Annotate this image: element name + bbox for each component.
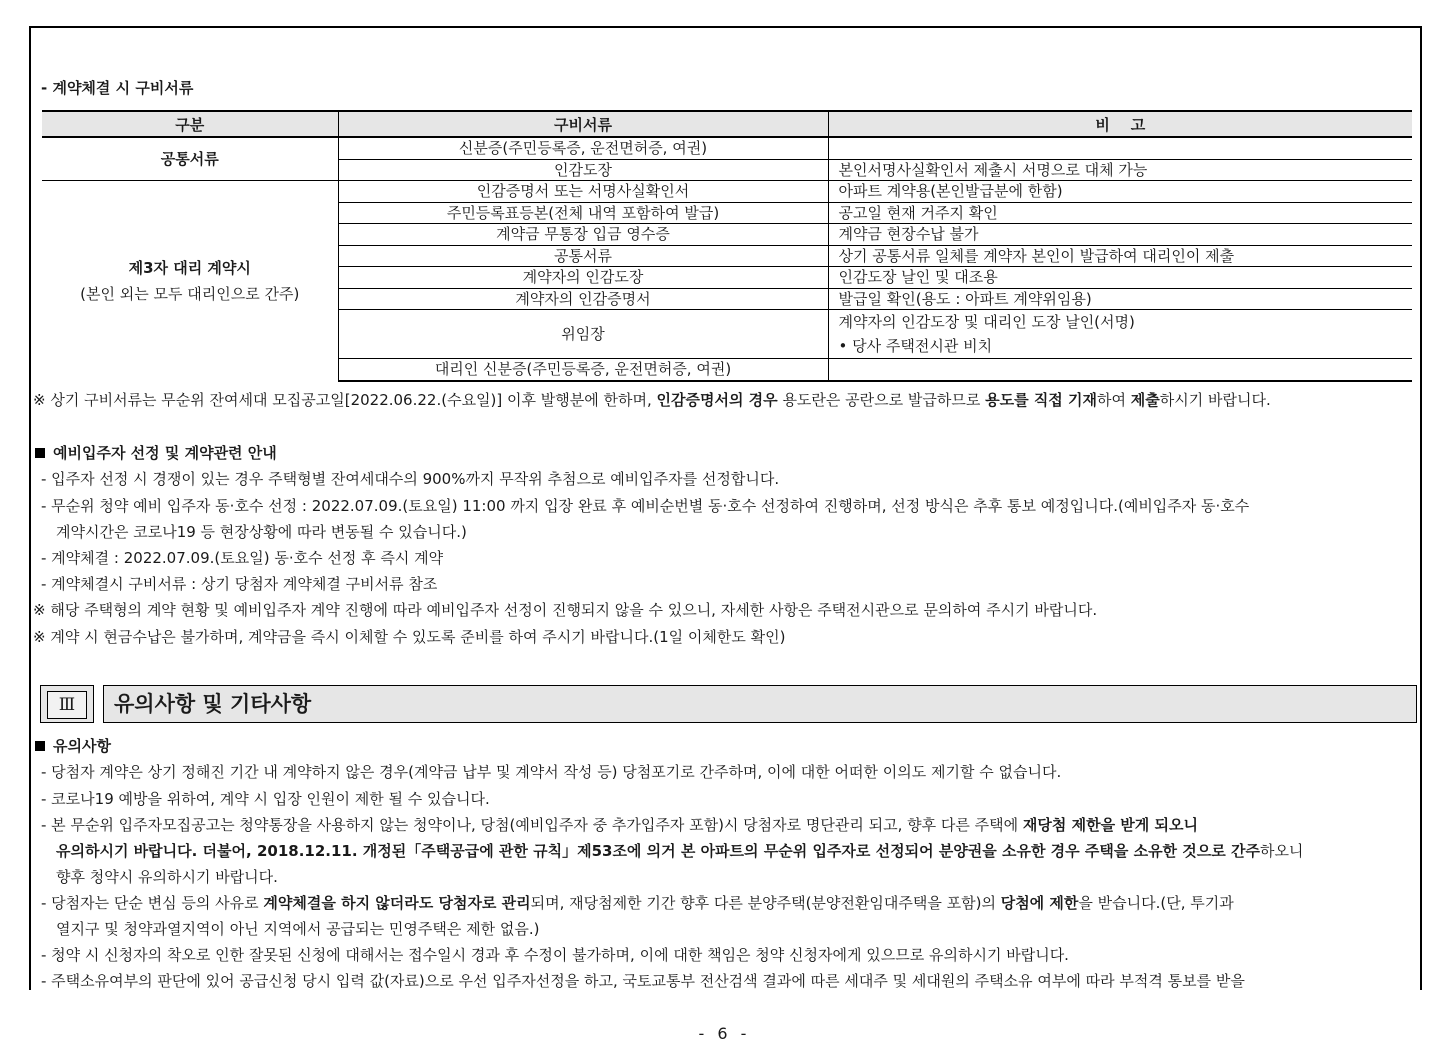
section-number: Ⅲ	[47, 691, 87, 719]
doc-cell: 공통서류	[338, 245, 828, 267]
notes-text: 하오니	[1259, 842, 1304, 860]
notes-line	[56, 841, 1303, 861]
group-proxy	[42, 181, 338, 381]
notes-bold: 유의하시기 바랍니다. 더불어, 2018.12.11. 개정된「주택공급에 관한 규칙」제53조에 의거 본 아파트의 무순위 입주자로 선정되어 분양권을 소유한 경우 주택을 소유한 것으로 간주	[56, 842, 1260, 860]
col-header-documents: 구비서류	[338, 111, 828, 137]
square-bullet-icon	[35, 448, 45, 458]
doc-cell: 위임장	[338, 310, 828, 359]
footnote-text: 하여	[1097, 391, 1131, 409]
doc-cell: 계약자의 인감도장	[338, 267, 828, 289]
reserve-line: ※ 해당 주택형의 계약 현황 및 예비입주자 계약 진행에 따라 예비입주자 선정이 진행되지 않을 수 있으니, 자세한 사항은 주택전시관으로 문의하여 주시기 바랍니다.	[33, 601, 1098, 619]
note-cell	[828, 310, 1412, 359]
note-cell: 상기 공통서류 일체를 계약자 본인이 발급하여 대리인이 제출	[828, 245, 1412, 267]
reserve-line: - 계약체결시 구비서류 : 상기 당첨자 계약체결 구비서류 참조	[41, 575, 438, 593]
group-proxy-title: 제3자 대리 계약시	[128, 258, 251, 277]
table-row	[42, 137, 1412, 159]
square-bullet-icon	[35, 741, 45, 751]
notes-bold: 당첨에 제한	[1000, 894, 1079, 912]
doc-cell: 신분증(주민등록증, 운전면허증, 여권)	[338, 137, 828, 159]
notes-text: - 당첨자는 단순 변심 등의 사유로	[41, 894, 264, 912]
doc-cell: 인감도장	[338, 159, 828, 181]
notes-line	[41, 893, 1234, 913]
footnote-text: 하시기 바랍니다.	[1159, 391, 1271, 409]
footnote-text: 용도란은 공란으로 발급하므로	[777, 391, 986, 409]
footnote-bold: 인감증명서의 경우	[656, 391, 778, 409]
col-header-category: 구분	[42, 111, 338, 137]
footnote-bold: 제출	[1130, 391, 1160, 409]
reserve-line: - 입주자 선정 시 경쟁이 있는 경우 주택형별 잔여세대수의 900%까지 무작위 추첨으로 예비입주자를 선정합니다.	[41, 470, 780, 488]
notes-line: - 청약 시 신청자의 착오로 인한 잘못된 신청에 대해서는 접수일시 경과 후 수정이 불가하며, 이에 대한 책임은 청약 신청자에게 있으므로 유의하시기 바랍니다.	[41, 946, 1069, 964]
note-cell: 계약금 현장수납 불가	[828, 224, 1412, 246]
note-cell	[828, 137, 1412, 159]
required-documents-table	[42, 110, 1412, 382]
notes-line: - 당첨자 계약은 상기 정해진 기간 내 계약하지 않은 경우(계약금 납부 및 계약서 작성 등) 당첨포기로 간주하며, 이에 대한 어떠한 이의도 제기할 수 없습니다.	[41, 763, 1062, 781]
table-row	[42, 181, 1412, 203]
note-cell: 공고일 현재 거주지 확인	[828, 202, 1412, 224]
group-proxy-note: (본인 외는 모두 대리인으로 간주)	[80, 284, 300, 303]
note-cell: 인감도장 날인 및 대조용	[828, 267, 1412, 289]
section-title: 유의사항 및 기타사항	[103, 685, 1417, 723]
reserve-heading	[35, 443, 277, 463]
reserve-line: - 계약체결 : 2022.07.09.(토요일) 동·호수 선정 후 즉시 계약	[41, 549, 444, 567]
notes-text: 되며, 재당첨제한 기간 향후 다른 분양주택(분양전환임대주택을 포함)의	[530, 894, 1001, 912]
group-common: 공통서류	[42, 137, 338, 181]
notes-heading-text: 유의사항	[53, 737, 111, 755]
note-line: 계약자의 인감도장 및 대리인 도장 날인(서명)	[838, 313, 1135, 331]
doc-cell: 주민등록표등본(전체 내역 포함하여 발급)	[338, 202, 828, 224]
note-line: • 당사 주택전시관 비치	[838, 337, 993, 355]
notes-text: 을 받습니다.(단, 투기과	[1078, 894, 1234, 912]
notes-line	[41, 815, 1198, 835]
footnote-text: ※ 상기 구비서류는 무순위 잔여세대 모집공고일[2022.06.22.(수요일)] 이후 발행분에 한하며,	[33, 391, 657, 409]
notes-line: - 주택소유여부의 판단에 있어 공급신청 당시 입력 값(자료)으로 우선 입주자선정을 하고, 국토교통부 전산검색 결과에 따른 세대주 및 세대원의 주택소유 여부에 따라 부적격 통보를 받을	[41, 972, 1245, 990]
footnote-bold: 용도를 직접 기재	[985, 391, 1098, 409]
notes-line: 열지구 및 청약과열지역이 아닌 지역에서 공급되는 민영주택은 제한 없음.)	[56, 920, 540, 938]
reserve-line: - 무순위 청약 예비 입주자 동·호수 선정 : 2022.07.09.(토요일) 11:00 까지 입장 완료 후 예비순번별 동·호수 선정하여 진행하며, 선정 방식은 추후 통보 예정입니다.(예비입주자 동·호수	[41, 497, 1250, 515]
doc-cell: 계약자의 인감증명서	[338, 288, 828, 310]
doc-cell: 인감증명서 또는 서명사실확인서	[338, 181, 828, 203]
notes-bold: 재당첨 제한을 받게 되오니	[1022, 816, 1198, 834]
reserve-heading-text: 예비입주자 선정 및 계약관련 안내	[53, 444, 277, 462]
notes-line: 향후 청약시 유의하시기 바랍니다.	[56, 868, 278, 886]
col-header-remarks: 비 고	[828, 111, 1412, 137]
notes-text: - 본 무순위 입주자모집공고는 청약통장을 사용하지 않는 청약이나, 당첨(예비입주자 중 추가입주자 포함)시 당첨자로 명단관리 되고, 향후 다른 주택에	[41, 816, 1023, 834]
reserve-line: ※ 계약 시 현금수납은 불가하며, 계약금을 즉시 이체할 수 있도록 준비를 하여 주시기 바랍니다.(1일 이체한도 확인)	[33, 628, 786, 646]
doc-cell: 계약금 무통장 입금 영수증	[338, 224, 828, 246]
docs-footnote	[33, 390, 1271, 410]
doc-cell: 대리인 신분증(주민등록증, 운전면허증, 여권)	[338, 359, 828, 381]
notes-heading	[35, 736, 111, 756]
note-cell: 발급일 확인(용도 : 아파트 계약위임용)	[828, 288, 1412, 310]
page-number: - 6 -	[698, 1024, 751, 1043]
notes-bold: 계약체결을 하지 않더라도 당첨자로 관리	[263, 894, 531, 912]
section-number-box	[40, 685, 94, 723]
document-frame	[29, 26, 1422, 990]
note-cell: 본인서명사실확인서 제출시 서명으로 대체 가능	[828, 159, 1412, 181]
notes-line: - 코로나19 예방을 위하여, 계약 시 입장 인원이 제한 될 수 있습니다.	[41, 790, 490, 808]
reserve-line: 계약시간은 코로나19 등 현장상황에 따라 변동될 수 있습니다.)	[56, 523, 467, 541]
note-cell: 아파트 계약용(본인발급분에 한함)	[828, 181, 1412, 203]
table-header-row	[42, 111, 1412, 137]
docs-heading: - 계약체결 시 구비서류	[41, 79, 194, 97]
note-cell	[828, 359, 1412, 381]
